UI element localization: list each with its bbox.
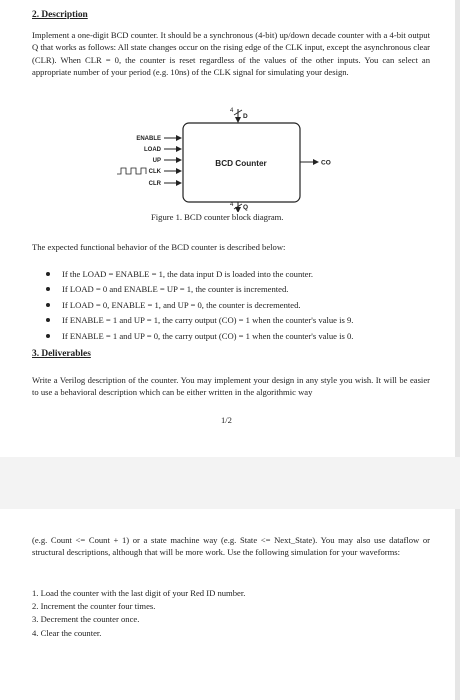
page-number: 1/2 <box>221 415 232 425</box>
q-output-label: Q <box>243 204 249 211</box>
section-heading-description: 2. Description <box>32 10 88 20</box>
description-paragraph: Implement a one-digit BCD counter. It should be a synchronous (4-bit) up/down decade counter with a 4-bit output Q that works as follows: All state changes occur on the rising edge of the CLK input, except the asynchronous clear (CLR). When CLR = 0, the counter is reset regardless of the values of the other inputs. You can select an appropriate number of your period (e.g. 10ns) of the CLK signal for simulating your design. <box>32 30 430 78</box>
input-label-clr: CLR <box>148 181 161 187</box>
input-label-load: LOAD <box>144 147 161 153</box>
d-input-label: D <box>243 113 248 120</box>
list-item: If ENABLE = 1 and UP = 1, the carry output (CO) = 1 when the counter's value is 9. <box>46 314 353 329</box>
page-break <box>0 457 460 509</box>
bullet-icon <box>46 272 50 276</box>
behavior-list <box>46 268 353 345</box>
simulation-steps <box>32 587 245 640</box>
list-item: If LOAD = 0 and ENABLE = UP = 1, the counter is incremented. <box>46 283 353 298</box>
section-heading-deliverables: 3. Deliverables <box>32 349 91 359</box>
behavior-intro: The expected functional behavior of the BCD counter is described below: <box>32 242 286 252</box>
list-item: If LOAD = 0, ENABLE = 1, and UP = 0, the counter is decremented. <box>46 299 353 314</box>
deliverables-paragraph: Write a Verilog description of the counter. You may implement your design in any style you wish. It will be easier to use a behavioral description which can be either written in the algorithmic way <box>32 375 430 398</box>
d-bus-width: 4 <box>230 108 234 114</box>
bullet-icon <box>46 318 50 322</box>
bcd-counter-block-diagram <box>0 100 460 212</box>
list-item: 4. Clear the counter. <box>32 627 102 638</box>
q-bus-width: 4 <box>230 202 234 208</box>
co-output-label: CO <box>321 159 331 167</box>
block-label: BCD Counter <box>215 159 267 168</box>
bullet-icon <box>46 287 50 291</box>
list-item: 1. Load the counter with the last digit of your Red ID number. <box>32 588 246 598</box>
bullet-icon <box>46 303 50 307</box>
list-item: If ENABLE = 1 and UP = 0, the carry output (CO) = 1 when the counter's value is 0. <box>46 330 353 345</box>
input-label-up: UP <box>152 158 161 164</box>
list-item: 2. Increment the counter four times. <box>32 601 156 612</box>
list-item: 3. Decrement the counter once. <box>32 614 140 625</box>
figure-caption: Figure 1. BCD counter block diagram. <box>151 212 284 222</box>
input-label-enable: ENABLE <box>136 136 161 142</box>
bullet-icon <box>46 334 50 338</box>
clock-waveform-icon <box>117 168 146 174</box>
continuation-paragraph: (e.g. Count <= Count + 1) or a state machine way (e.g. State <= Next_State). You may also use dataflow or structural descriptions, although that will be more work. Use the following simulation for your waveforms: <box>32 535 430 558</box>
list-item: If the LOAD = ENABLE = 1, the data input D is loaded into the counter. <box>46 268 353 283</box>
input-label-clk: CLK <box>148 169 161 175</box>
